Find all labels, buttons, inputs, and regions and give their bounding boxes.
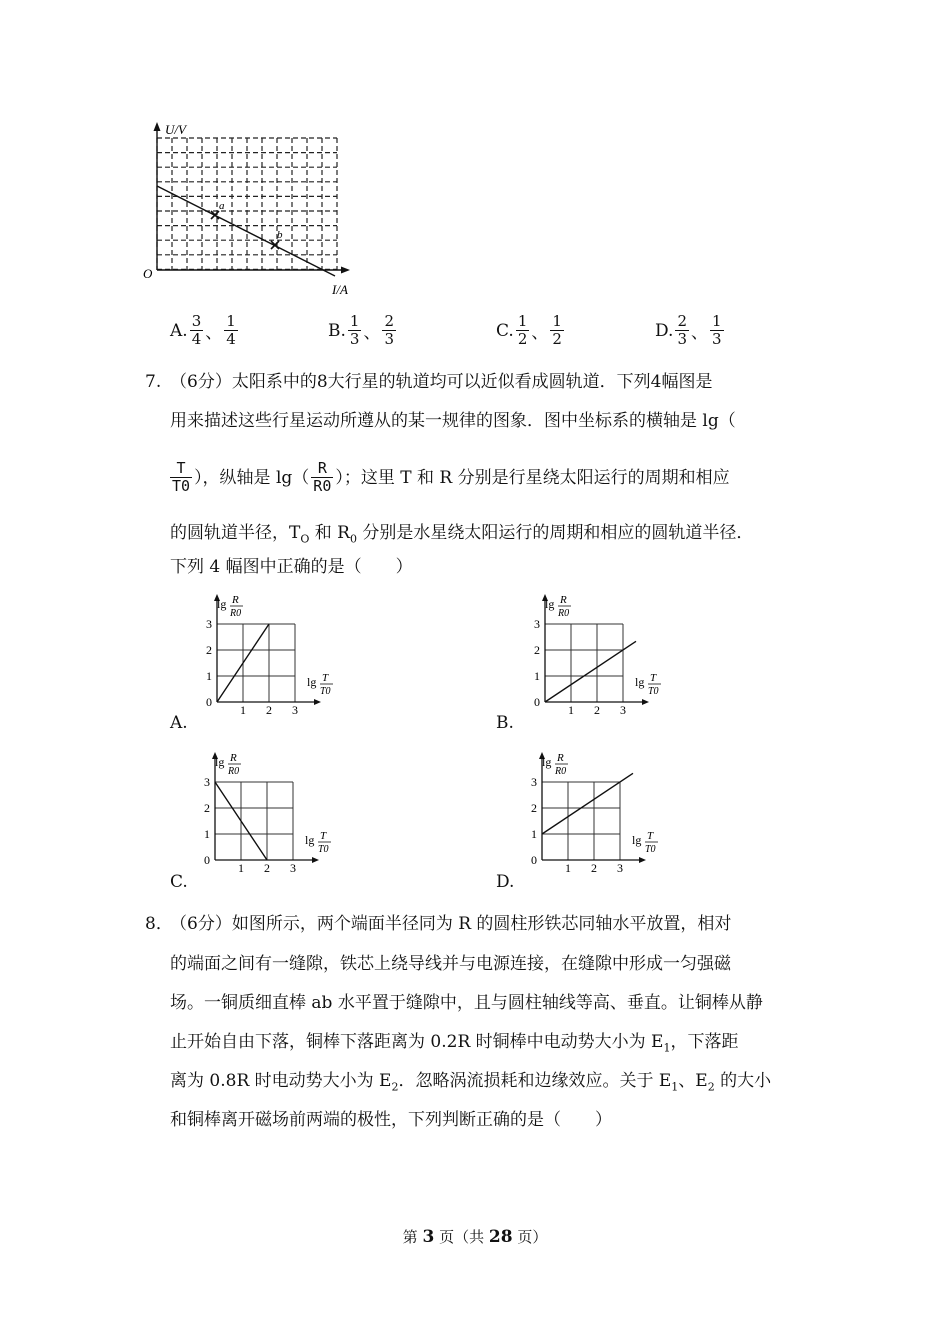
y-tick-label: 3 xyxy=(534,617,540,631)
i-axis-label: I/A xyxy=(332,282,348,297)
q6-option-letter: B. xyxy=(328,320,346,341)
q7-option-c-label[interactable]: C. xyxy=(170,872,188,892)
x-axis-arrow xyxy=(314,699,321,705)
y-axis-label-lg: lg xyxy=(542,755,552,769)
y-tick-label: 1 xyxy=(534,669,540,683)
y-axis-label-den: R0 xyxy=(555,766,567,777)
x-axis-label-lg: lg xyxy=(635,675,645,689)
fraction-t-over-t0: $\frac{T}{T0}$ xyxy=(172,459,191,495)
x-axis-arrow xyxy=(642,699,649,705)
y-tick-label: 2 xyxy=(204,801,210,815)
x-tick-label: 3 xyxy=(292,703,298,717)
x-tick-label: 2 xyxy=(594,703,600,717)
y-tick-label: 1 xyxy=(531,827,537,841)
q6-option-letter: C. xyxy=(496,320,514,341)
origin-label: 0 xyxy=(204,853,210,867)
q7-option-a-label[interactable]: A. xyxy=(170,713,188,733)
page-number: 3 xyxy=(422,1227,435,1247)
x-axis-label-lg: lg xyxy=(632,833,642,847)
fraction-r-over-r0: $\frac{R}{R0}$ xyxy=(313,459,332,495)
q6-option-letter: D. xyxy=(655,320,674,341)
q7-graph-c[interactable] xyxy=(198,748,358,878)
x-axis-label-den: T0 xyxy=(318,844,329,855)
uv-line xyxy=(157,186,335,276)
q8-line-6: 和铜棒离开磁场前两端的极性，下列判断正确的是（ ） xyxy=(170,1110,612,1130)
q7-option-b-label[interactable]: B. xyxy=(496,713,514,733)
x-axis-arrow xyxy=(312,857,319,863)
x-axis-label-den: T0 xyxy=(648,686,659,697)
page-total: 28 xyxy=(488,1227,513,1247)
y-axis-label-num: R xyxy=(557,752,564,764)
q7-graph-a[interactable] xyxy=(200,590,360,720)
origin-label: 0 xyxy=(534,695,540,709)
q7-line-2: 用来描述这些行星运动所遵从的某一规律的图象．图中坐标系的横轴是 lg（ xyxy=(170,411,736,431)
u-axis-label: U/V xyxy=(165,122,186,137)
y-tick-label: 3 xyxy=(204,775,210,789)
x-axis-label-num: T xyxy=(647,830,654,842)
y-axis-label-den: R0 xyxy=(230,608,242,619)
q6-option-a[interactable]: A. $\frac{3}{4}$ 、 $\frac{1}{4}$ xyxy=(170,312,236,348)
y-tick-label: 2 xyxy=(534,643,540,657)
q8-line-4: 止开始自由下落，铜棒下落距离为 0.2R 时铜棒中电动势大小为 $E_1$，下落距 xyxy=(170,1032,739,1055)
q8-line-2: 的端面之间有一缝隙，铁芯上绕导线并与电源连接，在缝隙中形成一匀强磁 xyxy=(170,954,731,974)
q7-graph-b[interactable] xyxy=(528,590,688,720)
i-axis-arrow xyxy=(341,267,350,274)
y-axis-label-num: R xyxy=(560,594,567,606)
q6-option-c[interactable]: C. $\frac{1}{2}$ 、 $\frac{1}{2}$ xyxy=(496,312,562,348)
q8-number: 8． xyxy=(145,914,173,934)
origin-label: 0 xyxy=(206,695,212,709)
q8-line-3: 场。一铜质细直棒 ab 水平置于缝隙中，且与圆柱轴线等高、垂直。让铜棒从静 xyxy=(170,993,763,1013)
q6-option-b[interactable]: B. $\frac{1}{3}$ 、 $\frac{2}{3}$ xyxy=(328,312,394,348)
y-tick-label: 1 xyxy=(206,669,212,683)
x-tick-label: 2 xyxy=(591,861,597,875)
x-axis-label-lg: lg xyxy=(307,675,317,689)
y-tick-label: 3 xyxy=(206,617,212,631)
y-axis-label-lg: lg xyxy=(215,755,225,769)
x-axis-label-num: T xyxy=(650,672,657,684)
y-axis-label-lg: lg xyxy=(545,597,555,611)
y-axis-label-num: R xyxy=(232,594,239,606)
y-tick-label: 3 xyxy=(531,775,537,789)
x-axis-arrow xyxy=(639,857,646,863)
y-axis-label-num: R xyxy=(230,752,237,764)
x-tick-label: 3 xyxy=(620,703,626,717)
q6-option-letter: A. xyxy=(170,320,188,341)
q7-line-5: 下列 4 幅图中正确的是（ ） xyxy=(170,557,413,577)
x-tick-label: 3 xyxy=(617,861,623,875)
q7-line-1: （6分）太阳系中的8大行星的轨道均可以近似看成圆轨道．下列4幅图是 xyxy=(170,372,713,392)
x-axis-label-den: T0 xyxy=(320,686,331,697)
q7-line-4: 的圆轨道半径，$T_O$ 和 $R_0$ 分别是水星绕太阳运行的周期和相应的圆轨道半径． xyxy=(170,523,754,546)
y-axis-label-den: R0 xyxy=(228,766,240,777)
uv-graph xyxy=(138,118,358,303)
x-tick-label: 1 xyxy=(568,703,574,717)
point-a-marker xyxy=(211,211,219,219)
point-b-label: b xyxy=(277,229,283,241)
q8-line-1: （6分）如图所示，两个端面半径同为 R 的圆柱形铁芯同轴水平放置，相对 xyxy=(170,914,732,934)
y-axis-label-lg: lg xyxy=(217,597,227,611)
y-axis-label-den: R0 xyxy=(558,608,570,619)
x-tick-label: 1 xyxy=(240,703,246,717)
q7-line-3: $\frac{T}{T0}$ ），纵轴是 lg（ $\frac{R}{R0}$ ）；这里 T 和 R 分别是行星绕太阳运行的周期和相应 xyxy=(172,459,730,495)
x-axis-label-den: T0 xyxy=(645,844,656,855)
x-tick-label: 2 xyxy=(266,703,272,717)
u-axis-arrow xyxy=(154,122,161,131)
q7-option-d-label[interactable]: D. xyxy=(496,872,515,892)
y-tick-label: 2 xyxy=(206,643,212,657)
x-axis-label-lg: lg xyxy=(305,833,315,847)
point-a-label: a xyxy=(219,200,225,212)
q7-graph-d[interactable] xyxy=(525,748,685,878)
page-footer: 第 3 页（共 28 页） xyxy=(402,1227,548,1247)
q8-line-5: 离为 0.8R 时电动势大小为 $E_2$．忽略涡流损耗和边缘效应。关于 $E_1$、$E_2$ 的大小 xyxy=(170,1071,772,1094)
y-tick-label: 2 xyxy=(531,801,537,815)
origin-label: O xyxy=(143,266,153,281)
origin-label: 0 xyxy=(531,853,537,867)
x-tick-label: 3 xyxy=(290,861,296,875)
y-tick-label: 1 xyxy=(204,827,210,841)
x-axis-label-num: T xyxy=(322,672,329,684)
x-tick-label: 1 xyxy=(238,861,244,875)
x-axis-label-num: T xyxy=(320,830,327,842)
q6-option-d[interactable]: D. $\frac{2}{3}$ 、 $\frac{1}{3}$ xyxy=(655,312,722,348)
x-tick-label: 2 xyxy=(264,861,270,875)
q7-number: 7. xyxy=(145,372,162,392)
x-tick-label: 1 xyxy=(565,861,571,875)
